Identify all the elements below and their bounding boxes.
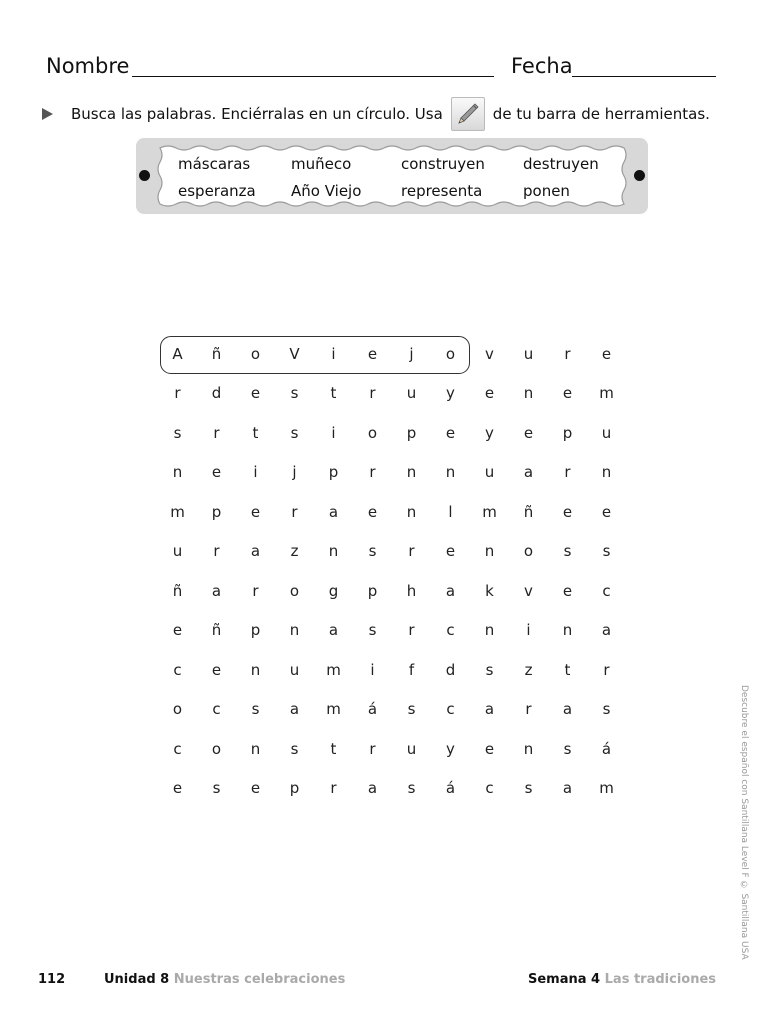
grid-letter[interactable]: e: [250, 384, 261, 403]
grid-letter[interactable]: u: [406, 739, 417, 758]
date-field[interactable]: [572, 76, 716, 77]
name-field[interactable]: [132, 76, 494, 77]
grid-letter[interactable]: r: [564, 463, 571, 482]
grid-letter[interactable]: t: [330, 384, 337, 403]
grid-letter[interactable]: ñ: [211, 621, 222, 640]
bank-word-ponen: ponen: [523, 182, 570, 200]
unit-label: Unidad 8: [104, 972, 170, 987]
grid-letter[interactable]: u: [289, 660, 300, 679]
bullet-triangle-icon: [42, 108, 53, 120]
bank-word-esperanza: esperanza: [178, 182, 256, 200]
grid-letter[interactable]: n: [484, 621, 495, 640]
grid-letter[interactable]: á: [445, 779, 456, 798]
grid-letter[interactable]: s: [407, 700, 416, 719]
grid-letter[interactable]: s: [407, 779, 416, 798]
grid-letter[interactable]: j: [292, 463, 297, 482]
punch-hole-left: [139, 170, 150, 181]
grid-letter[interactable]: á: [601, 739, 612, 758]
example-answer-circle: [160, 336, 470, 374]
grid-letter[interactable]: a: [562, 700, 573, 719]
grid-letter[interactable]: o: [367, 423, 378, 442]
grid-letter[interactable]: e: [445, 423, 456, 442]
grid-letter[interactable]: m: [326, 700, 341, 719]
grid-letter[interactable]: d: [211, 384, 222, 403]
grid-letter[interactable]: i: [331, 423, 336, 442]
page-number: 112: [38, 972, 66, 987]
grid-letter[interactable]: t: [330, 739, 337, 758]
grid-letter[interactable]: e: [562, 581, 573, 600]
bank-word-mascaras: máscaras: [178, 155, 251, 173]
grid-letter[interactable]: e: [601, 502, 612, 521]
grid-letter[interactable]: k: [485, 581, 494, 600]
grid-letter[interactable]: u: [484, 463, 495, 482]
grid-letter[interactable]: r: [174, 384, 181, 403]
grid-letter[interactable]: m: [170, 502, 185, 521]
grid-letter[interactable]: p: [289, 779, 300, 798]
grid-letter[interactable]: c: [173, 739, 182, 758]
instruction-text-before: Busca las palabras. Enciérralas en un círculo. Usa: [71, 105, 443, 123]
grid-letter[interactable]: n: [172, 463, 183, 482]
grid-letter[interactable]: e: [211, 660, 222, 679]
bank-word-ano-viejo: Año Viejo: [291, 182, 362, 200]
grid-letter[interactable]: o: [289, 581, 300, 600]
grid-letter[interactable]: r: [525, 700, 532, 719]
grid-letter[interactable]: u: [601, 423, 612, 442]
grid-letter[interactable]: a: [523, 463, 534, 482]
pencil-icon: [456, 102, 480, 126]
grid-letter[interactable]: r: [369, 463, 376, 482]
grid-letter[interactable]: t: [252, 423, 259, 442]
grid-letter[interactable]: c: [602, 581, 611, 600]
grid-letter[interactable]: e: [367, 344, 378, 363]
grid-letter[interactable]: V: [289, 344, 300, 363]
grid-letter[interactable]: a: [484, 700, 495, 719]
unit-footer: [104, 972, 345, 987]
grid-letter[interactable]: n: [406, 502, 417, 521]
grid-letter[interactable]: e: [250, 779, 261, 798]
grid-letter[interactable]: c: [446, 621, 455, 640]
grid-letter[interactable]: e: [211, 463, 222, 482]
grid-letter[interactable]: o: [445, 344, 456, 363]
grid-letter[interactable]: d: [445, 660, 456, 679]
grid-letter[interactable]: u: [523, 344, 534, 363]
grid-letter[interactable]: r: [213, 423, 220, 442]
grid-letter[interactable]: s: [173, 423, 182, 442]
grid-letter[interactable]: n: [289, 621, 300, 640]
grid-letter[interactable]: a: [445, 581, 456, 600]
grid-letter[interactable]: i: [370, 660, 375, 679]
grid-letter[interactable]: s: [290, 384, 299, 403]
word-bank-panel: [156, 142, 628, 210]
grid-letter[interactable]: y: [446, 739, 455, 758]
unit-title: Nuestras celebraciones: [173, 972, 346, 987]
grid-letter[interactable]: a: [328, 621, 339, 640]
grid-letter[interactable]: s: [251, 700, 260, 719]
grid-letter[interactable]: r: [603, 660, 610, 679]
grid-letter[interactable]: n: [601, 463, 612, 482]
grid-letter[interactable]: a: [367, 779, 378, 798]
grid-letter[interactable]: p: [250, 621, 261, 640]
grid-letter[interactable]: i: [253, 463, 258, 482]
grid-letter[interactable]: v: [524, 581, 533, 600]
week-label: Semana 4: [528, 972, 601, 987]
grid-letter[interactable]: e: [445, 542, 456, 561]
grid-letter[interactable]: a: [211, 581, 222, 600]
grid-letter[interactable]: r: [252, 581, 259, 600]
grid-letter[interactable]: e: [172, 779, 183, 798]
grid-letter[interactable]: n: [523, 384, 534, 403]
grid-letter[interactable]: s: [563, 542, 572, 561]
grid-letter[interactable]: n: [328, 542, 339, 561]
grid-letter[interactable]: e: [562, 502, 573, 521]
grid-letter[interactable]: r: [408, 542, 415, 561]
grid-letter[interactable]: A: [172, 344, 183, 363]
word-search-grid[interactable]: [158, 334, 626, 804]
grid-letter[interactable]: e: [484, 384, 495, 403]
grid-letter[interactable]: s: [524, 779, 533, 798]
grid-letter[interactable]: n: [445, 463, 456, 482]
grid-letter[interactable]: m: [599, 779, 614, 798]
grid-letter[interactable]: o: [172, 700, 183, 719]
grid-letter[interactable]: s: [368, 542, 377, 561]
grid-letter[interactable]: c: [173, 660, 182, 679]
grid-letter[interactable]: s: [212, 779, 221, 798]
grid-letter[interactable]: e: [172, 621, 183, 640]
pencil-tool-button[interactable]: [451, 97, 485, 131]
grid-letter[interactable]: a: [601, 621, 612, 640]
grid-letter[interactable]: s: [290, 739, 299, 758]
grid-letter[interactable]: z: [290, 542, 299, 561]
grid-letter[interactable]: a: [289, 700, 300, 719]
grid-letter[interactable]: h: [406, 581, 417, 600]
grid-letter[interactable]: s: [290, 423, 299, 442]
grid-letter[interactable]: r: [330, 779, 337, 798]
grid-letter[interactable]: m: [482, 502, 497, 521]
grid-letter[interactable]: r: [369, 384, 376, 403]
grid-letter[interactable]: p: [328, 463, 339, 482]
grid-letter[interactable]: l: [448, 502, 453, 521]
grid-letter[interactable]: m: [599, 384, 614, 403]
week-title: Las tradiciones: [604, 972, 717, 987]
grid-letter[interactable]: f: [408, 660, 415, 679]
grid-letter[interactable]: o: [211, 739, 222, 758]
instruction-text-after: de tu barra de herramientas.: [492, 105, 710, 123]
word-bank: [136, 138, 648, 214]
grid-letter[interactable]: a: [562, 779, 573, 798]
grid-letter[interactable]: n: [562, 621, 573, 640]
grid-letter[interactable]: ñ: [172, 581, 183, 600]
grid-letter[interactable]: c: [485, 779, 494, 798]
grid-letter[interactable]: e: [250, 502, 261, 521]
grid-letter[interactable]: p: [211, 502, 222, 521]
grid-letter[interactable]: r: [291, 502, 298, 521]
bank-word-representa: representa: [401, 182, 483, 200]
grid-letter[interactable]: n: [484, 542, 495, 561]
name-label: Nombre: [46, 54, 130, 78]
punch-hole-right: [634, 170, 645, 181]
grid-letter[interactable]: m: [326, 660, 341, 679]
grid-letter[interactable]: e: [562, 384, 573, 403]
grid-letter[interactable]: r: [213, 542, 220, 561]
bank-word-muneco: muñeco: [291, 155, 352, 173]
grid-letter[interactable]: ñ: [211, 344, 222, 363]
grid-letter[interactable]: r: [408, 621, 415, 640]
grid-letter[interactable]: v: [485, 344, 494, 363]
week-footer: [528, 972, 716, 987]
grid-letter[interactable]: r: [564, 344, 571, 363]
grid-letter[interactable]: e: [601, 344, 612, 363]
copyright-side-text: Descubre el español con Santillana Level F © Santillana USA: [739, 685, 749, 960]
bank-word-construyen: construyen: [401, 155, 485, 173]
grid-letter[interactable]: s: [368, 621, 377, 640]
grid-letter[interactable]: s: [602, 542, 611, 561]
grid-letter[interactable]: c: [212, 700, 221, 719]
grid-letter[interactable]: s: [485, 660, 494, 679]
grid-letter[interactable]: n: [523, 739, 534, 758]
grid-letter[interactable]: p: [562, 423, 573, 442]
grid-letter[interactable]: r: [369, 739, 376, 758]
grid-letter[interactable]: i: [526, 621, 531, 640]
grid-letter[interactable]: y: [446, 384, 455, 403]
bank-word-destruyen: destruyen: [523, 155, 599, 173]
grid-letter[interactable]: c: [446, 700, 455, 719]
grid-letter[interactable]: á: [367, 700, 378, 719]
grid-letter[interactable]: a: [250, 542, 261, 561]
grid-letter[interactable]: z: [524, 660, 533, 679]
grid-letter[interactable]: o: [523, 542, 534, 561]
grid-letter[interactable]: s: [563, 739, 572, 758]
instruction: [42, 98, 710, 130]
grid-letter[interactable]: u: [406, 384, 417, 403]
grid-letter[interactable]: t: [564, 660, 571, 679]
grid-letter[interactable]: y: [485, 423, 494, 442]
grid-letter[interactable]: s: [602, 700, 611, 719]
grid-letter[interactable]: e: [484, 739, 495, 758]
grid-letter[interactable]: i: [331, 344, 336, 363]
grid-letter[interactable]: e: [367, 502, 378, 521]
grid-letter[interactable]: j: [409, 344, 414, 363]
grid-letter[interactable]: e: [523, 423, 534, 442]
grid-letter[interactable]: n: [250, 739, 261, 758]
grid-letter[interactable]: a: [328, 502, 339, 521]
grid-letter[interactable]: n: [250, 660, 261, 679]
grid-letter[interactable]: n: [406, 463, 417, 482]
grid-letter[interactable]: o: [250, 344, 261, 363]
grid-letter[interactable]: p: [367, 581, 378, 600]
grid-letter[interactable]: g: [328, 581, 339, 600]
grid-letter[interactable]: p: [406, 423, 417, 442]
grid-letter[interactable]: ñ: [523, 502, 534, 521]
grid-letter[interactable]: u: [172, 542, 183, 561]
date-label: Fecha: [511, 54, 573, 78]
